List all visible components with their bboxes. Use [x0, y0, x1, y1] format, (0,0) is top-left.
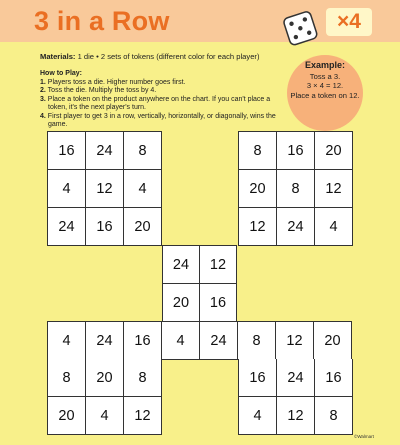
- step-text: First player to get 3 in a row, vertically, horizontally, or diagonally, wins the game.: [47, 112, 276, 128]
- grid-cell[interactable]: 12: [239, 208, 277, 246]
- step-text: Place a token on the product anywhere on the chart. If you can't place a token, it's the next player's turn.: [47, 95, 271, 111]
- top-left-grid: [47, 131, 162, 246]
- grid-cell[interactable]: 16: [124, 322, 162, 360]
- grid-cell[interactable]: 16: [277, 132, 315, 170]
- grid-cell[interactable]: 20: [48, 397, 86, 435]
- grid-cell[interactable]: 16: [48, 132, 86, 170]
- grid-cell[interactable]: 4: [124, 170, 162, 208]
- credit-text: ©Walmart: [354, 434, 374, 439]
- how-to-play: [40, 70, 290, 130]
- step-1: [40, 79, 290, 88]
- step-number: 1.: [40, 78, 46, 86]
- bottom-left-grid: [47, 359, 162, 435]
- step-4: [40, 113, 290, 130]
- grid-cell[interactable]: 4: [162, 322, 200, 360]
- how-to-play-heading: How to Play:: [40, 70, 83, 77]
- grid-cell[interactable]: 8: [315, 397, 353, 435]
- grid-cell[interactable]: 20: [314, 322, 352, 360]
- grid-cell[interactable]: 16: [239, 359, 277, 397]
- step-text: Toss the die. Multiply the toss by 4.: [47, 87, 157, 94]
- grid-cell[interactable]: 4: [48, 322, 86, 360]
- grid-cell[interactable]: 24: [48, 208, 86, 246]
- materials-text: 1 die • 2 sets of tokens (different color for each player): [75, 52, 260, 61]
- grid-cell[interactable]: 8: [124, 132, 162, 170]
- example-line: Place a token on 12.: [290, 90, 360, 100]
- grid-cell[interactable]: 20: [239, 170, 277, 208]
- grid-cell[interactable]: 8: [48, 359, 86, 397]
- grid-cell[interactable]: 20: [86, 359, 124, 397]
- bottom-grid: [47, 321, 352, 360]
- step-text: Players toss a die. Higher number goes first.: [47, 78, 186, 86]
- center-grid: [162, 245, 237, 322]
- grid-cell[interactable]: 8: [277, 170, 315, 208]
- grid-cell[interactable]: 24: [163, 246, 200, 284]
- grid-cell[interactable]: 8: [239, 132, 277, 170]
- multiplier-badge: ×4: [326, 8, 372, 36]
- grid-cell[interactable]: 12: [124, 397, 162, 435]
- grid-cell[interactable]: 20: [124, 208, 162, 246]
- grid-cell[interactable]: 12: [276, 322, 314, 360]
- step-3: [40, 96, 290, 113]
- grid-cell[interactable]: 4: [315, 208, 353, 246]
- grid-cell[interactable]: 24: [200, 322, 238, 360]
- page-title: 3 in a Row: [34, 6, 170, 36]
- dice-icon: [280, 6, 322, 48]
- grid-cell[interactable]: 16: [200, 284, 237, 322]
- materials-line: [40, 52, 259, 61]
- example-bubble: [287, 55, 363, 131]
- grid-cell[interactable]: 4: [48, 170, 86, 208]
- grid-cell[interactable]: 12: [277, 397, 315, 435]
- bottom-right-grid: [238, 359, 353, 435]
- grid-cell[interactable]: 24: [277, 208, 315, 246]
- grid-cell[interactable]: 20: [315, 132, 353, 170]
- grid-cell[interactable]: 24: [86, 322, 124, 360]
- step-number: 2.: [40, 87, 46, 94]
- grid-cell[interactable]: 8: [238, 322, 276, 360]
- step-number: 3.: [40, 95, 46, 103]
- grid-cell[interactable]: 12: [200, 246, 237, 284]
- grid-cell[interactable]: 24: [277, 359, 315, 397]
- grid-cell[interactable]: 12: [315, 170, 353, 208]
- example-line: 3 × 4 = 12.: [306, 81, 344, 90]
- grid-cell[interactable]: 12: [86, 170, 124, 208]
- example-line: Toss a 3.: [309, 71, 341, 81]
- grid-cell[interactable]: 20: [163, 284, 200, 322]
- step-2: [40, 87, 290, 96]
- grid-cell[interactable]: 16: [315, 359, 353, 397]
- grid-cell[interactable]: 8: [124, 359, 162, 397]
- materials-label: Materials:: [40, 52, 76, 61]
- grid-cell[interactable]: 4: [239, 397, 277, 435]
- step-number: 4.: [40, 112, 46, 120]
- example-title: Example:: [304, 60, 346, 70]
- grid-cell[interactable]: 4: [86, 397, 124, 435]
- top-right-grid: [238, 131, 353, 246]
- header-bar: [0, 0, 400, 42]
- grid-cell[interactable]: 16: [86, 208, 124, 246]
- grid-cell[interactable]: 24: [86, 132, 124, 170]
